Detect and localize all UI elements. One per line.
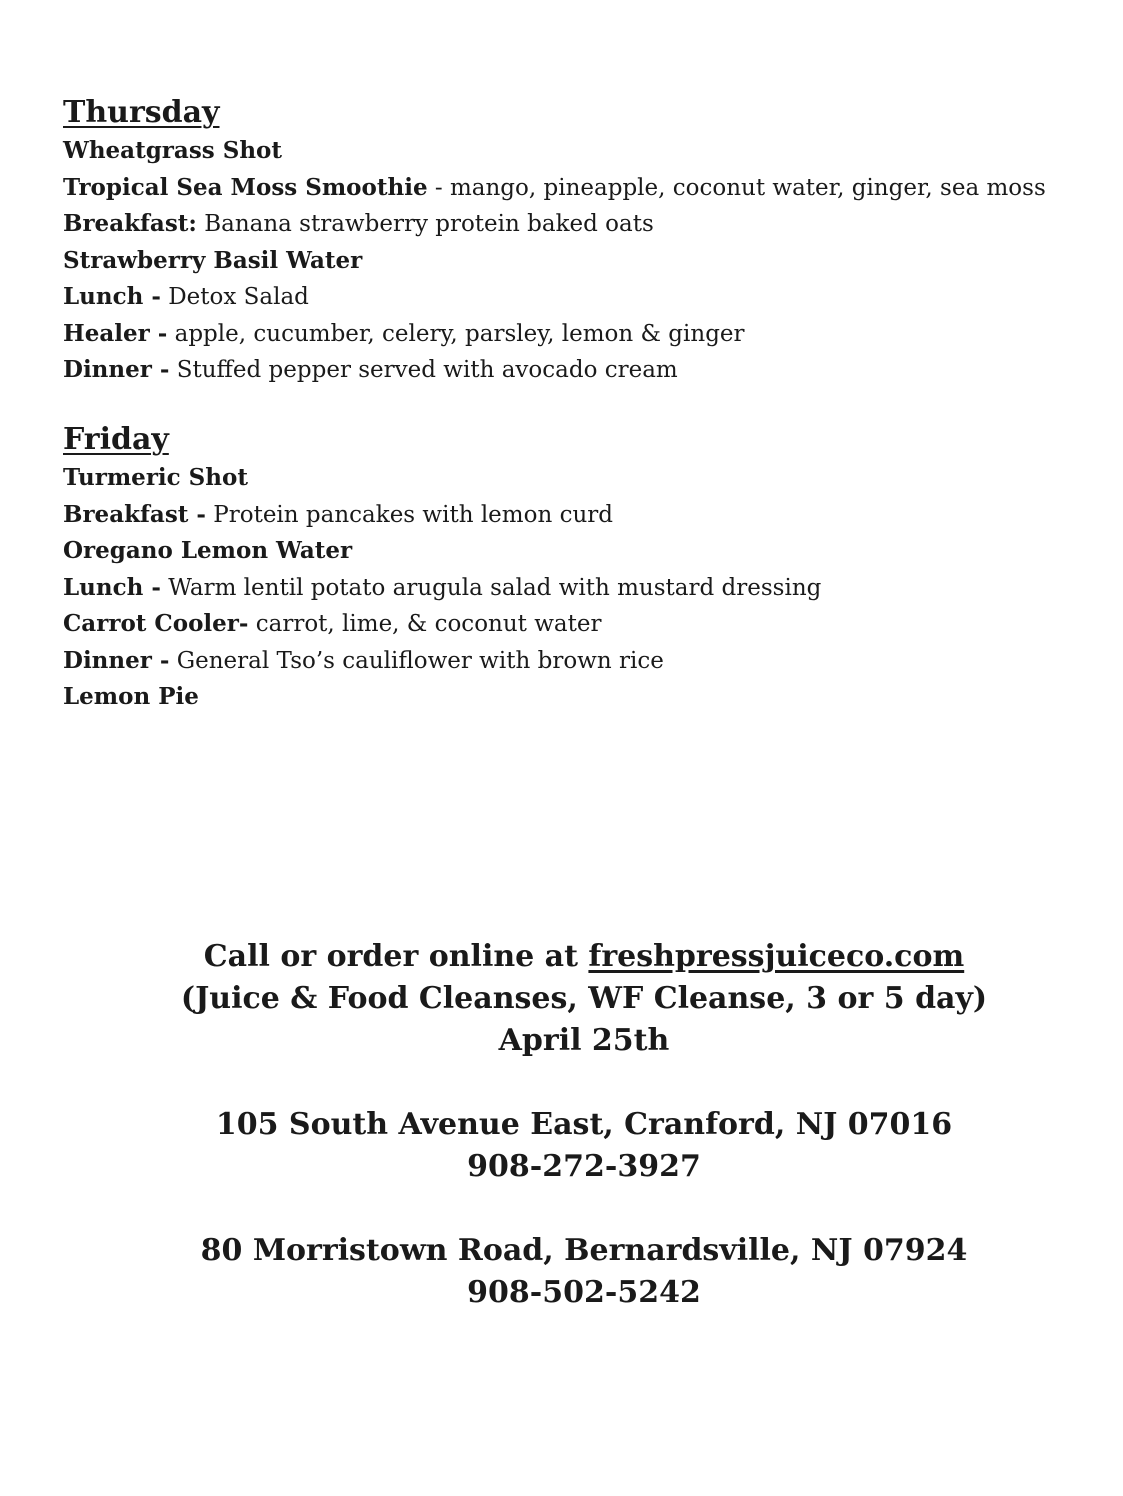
menu-item-text: Protein pancakes with lemon curd: [205, 501, 613, 528]
menu-item-label: Wheatgrass Shot: [63, 137, 283, 164]
thursday-menu: [63, 95, 1063, 389]
menu-item: [63, 243, 1063, 280]
menu-item-label: Breakfast:: [63, 210, 197, 237]
day-heading: Friday: [63, 422, 169, 457]
menu-item-label: Turmeric Shot: [63, 464, 248, 491]
menu-item-text: Warm lentil potato arugula salad with mustard dressing: [160, 574, 822, 601]
menu-item: [63, 570, 1063, 607]
menu-item-text: apple, cucumber, celery, parsley, lemon & ginger: [167, 320, 745, 347]
website-link[interactable]: freshpressjuiceco.com: [588, 939, 965, 974]
menu-item-label: Lemon Pie: [63, 683, 199, 710]
menu-item: [63, 533, 1063, 570]
menu-item-label: Dinner -: [63, 356, 170, 383]
location-phone: 908-272-3927: [467, 1149, 701, 1184]
menu-item-label: Strawberry Basil Water: [63, 246, 363, 274]
menu-item-label: Carrot Cooler-: [63, 610, 249, 637]
menu-item-text: Banana strawberry protein baked oats: [196, 211, 654, 237]
menu-item-label: Healer -: [63, 319, 168, 347]
menu-item: [63, 460, 1063, 497]
menu-item: [63, 170, 1063, 207]
menu-item: [63, 679, 1063, 716]
menu-item: [63, 279, 1063, 316]
menu-item-label: Oregano Lemon Water: [63, 537, 353, 564]
menu-item: [63, 643, 1063, 680]
location-address: 80 Morristown Road, Bernardsville, NJ 07924: [200, 1233, 968, 1268]
order-date: April 25th: [498, 1023, 670, 1058]
menu-item-label: Lunch -: [63, 573, 161, 601]
order-info: [60, 936, 1108, 1314]
menu-item-label: Tropical Sea Moss Smoothie: [63, 173, 428, 201]
menu-item-label: Lunch -: [63, 283, 161, 310]
cleanse-options: (Juice & Food Cleanses, WF Cleanse, 3 or 5 day): [180, 981, 988, 1016]
friday-menu: [63, 422, 1063, 716]
menu-item-label: Dinner -: [63, 646, 170, 674]
menu-item: [63, 316, 1063, 353]
menu-item-text: General Tso’s cauliflower with brown rice: [169, 647, 664, 674]
location-address: 105 South Avenue East, Cranford, NJ 07016: [215, 1107, 953, 1142]
location-phone: 908-502-5242: [467, 1275, 701, 1310]
menu-item: [63, 133, 1063, 170]
menu-item-text: carrot, lime, & coconut water: [248, 611, 602, 637]
order-line: [60, 936, 1108, 978]
menu-item-text: Detox Salad: [160, 284, 309, 310]
menu-item: [63, 206, 1063, 243]
menu-item: [63, 606, 1063, 643]
menu-item-text: Stuffed pepper served with avocado cream: [169, 357, 678, 383]
menu-item: [63, 497, 1063, 534]
order-prefix: Call or order online at: [203, 939, 589, 974]
menu-item-text: - mango, pineapple, coconut water, ginger, sea moss: [427, 174, 1046, 201]
menu-item: [63, 352, 1063, 389]
day-heading: Thursday: [63, 95, 220, 130]
menu-item-label: Breakfast -: [63, 500, 206, 528]
